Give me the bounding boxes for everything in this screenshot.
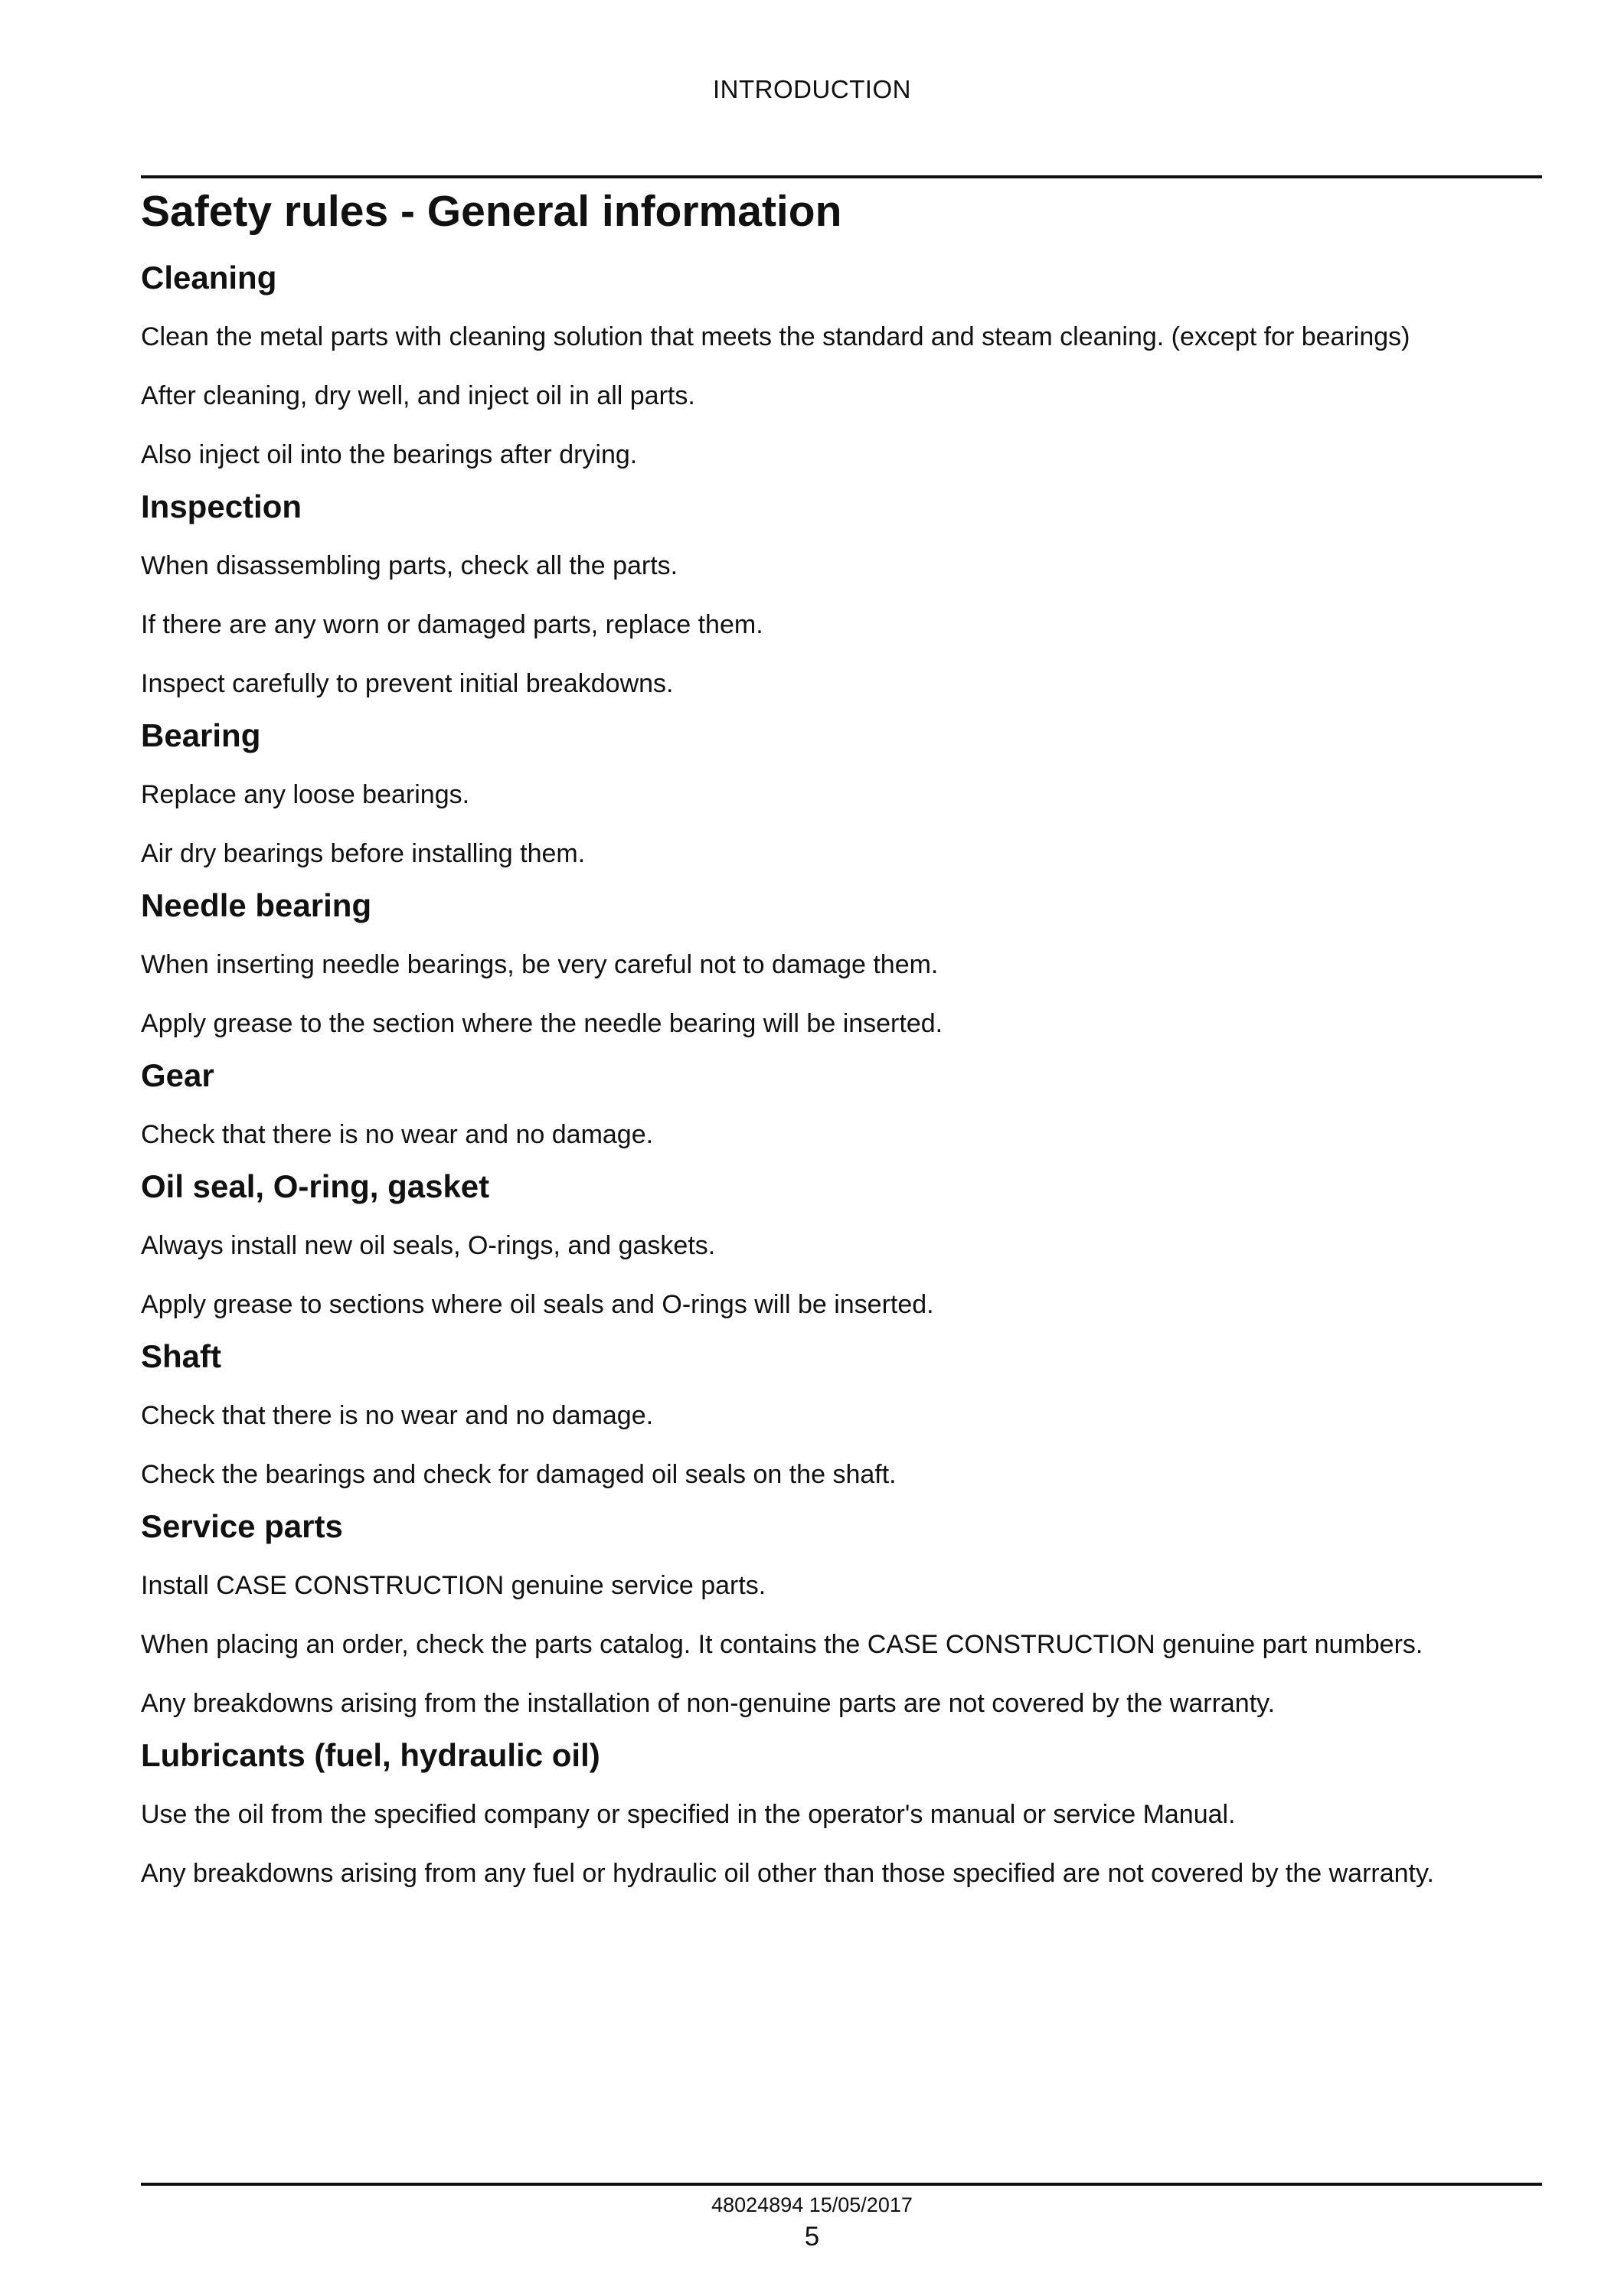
section-shaft (141, 1337, 1542, 1490)
paragraph: If there are any worn or damaged parts, replace them. (141, 610, 763, 639)
paragraph: Check the bearings and check for damaged oil seals on the shaft. (141, 1460, 897, 1489)
section-inspection (141, 488, 1542, 699)
paragraph: When inserting needle bearings, be very careful not to damage them. (141, 950, 939, 979)
section-heading: Cleaning (141, 260, 277, 296)
section-lubricants (141, 1736, 1542, 1889)
paragraph: Also inject oil into the bearings after drying. (141, 440, 638, 469)
paragraph: After cleaning, dry well, and inject oil in all parts. (141, 381, 695, 410)
paragraph: Inspect carefully to prevent initial breakdowns. (141, 669, 674, 698)
running-header: INTRODUCTION (713, 75, 911, 103)
document-reference: 48024894 15/05/2017 (711, 2193, 913, 2216)
section-heading: Lubricants (fuel, hydraulic oil) (141, 1737, 600, 1773)
paragraph: Clean the metal parts with cleaning solution that meets the standard and steam cleaning. (except for bearings) (141, 322, 1410, 351)
section-oil-seal (141, 1168, 1542, 1320)
page-title: Safety rules - General information (141, 187, 842, 236)
top-rule (141, 175, 1542, 178)
paragraph: Any breakdowns arising from the installation of non-genuine parts are not covered by the warranty. (141, 1689, 1276, 1718)
paragraph: Replace any loose bearings. (141, 780, 470, 809)
paragraph: Check that there is no wear and no damage. (141, 1120, 654, 1149)
section-heading: Needle bearing (141, 887, 372, 923)
page-number: 5 (804, 2222, 820, 2252)
section-service-parts (141, 1507, 1542, 1719)
section-heading: Bearing (141, 717, 261, 753)
paragraph: When disassembling parts, check all the parts. (141, 551, 678, 580)
paragraph: Check that there is no wear and no damage. (141, 1401, 654, 1430)
paragraph: Any breakdowns arising from any fuel or hydraulic oil other than those specified are not covered by the warranty. (141, 1859, 1434, 1888)
section-cleaning (141, 259, 1542, 470)
paragraph: Apply grease to sections where oil seals and O-rings will be inserted. (141, 1290, 934, 1319)
section-heading: Gear (141, 1057, 214, 1093)
section-heading: Oil seal, O-ring, gasket (141, 1168, 490, 1204)
section-heading: Inspection (141, 488, 302, 524)
bottom-rule (141, 2183, 1542, 2186)
paragraph: Install CASE CONSTRUCTION genuine service parts. (141, 1571, 766, 1600)
section-bearing (141, 717, 1542, 869)
section-heading: Service parts (141, 1508, 343, 1544)
paragraph: Use the oil from the specified company or specified in the operator's manual or service Manual. (141, 1800, 1236, 1829)
page-content (141, 179, 1542, 1889)
paragraph: Apply grease to the section where the needle bearing will be inserted. (141, 1009, 943, 1038)
section-heading: Shaft (141, 1338, 221, 1374)
paragraph: When placing an order, check the parts catalog. It contains the CASE CONSTRUCTION genuine part numbers. (141, 1630, 1423, 1659)
section-needle-bearing (141, 887, 1542, 1039)
section-gear (141, 1057, 1542, 1150)
paragraph: Always install new oil seals, O-rings, and gaskets. (141, 1231, 716, 1260)
paragraph: Air dry bearings before installing them. (141, 839, 586, 868)
